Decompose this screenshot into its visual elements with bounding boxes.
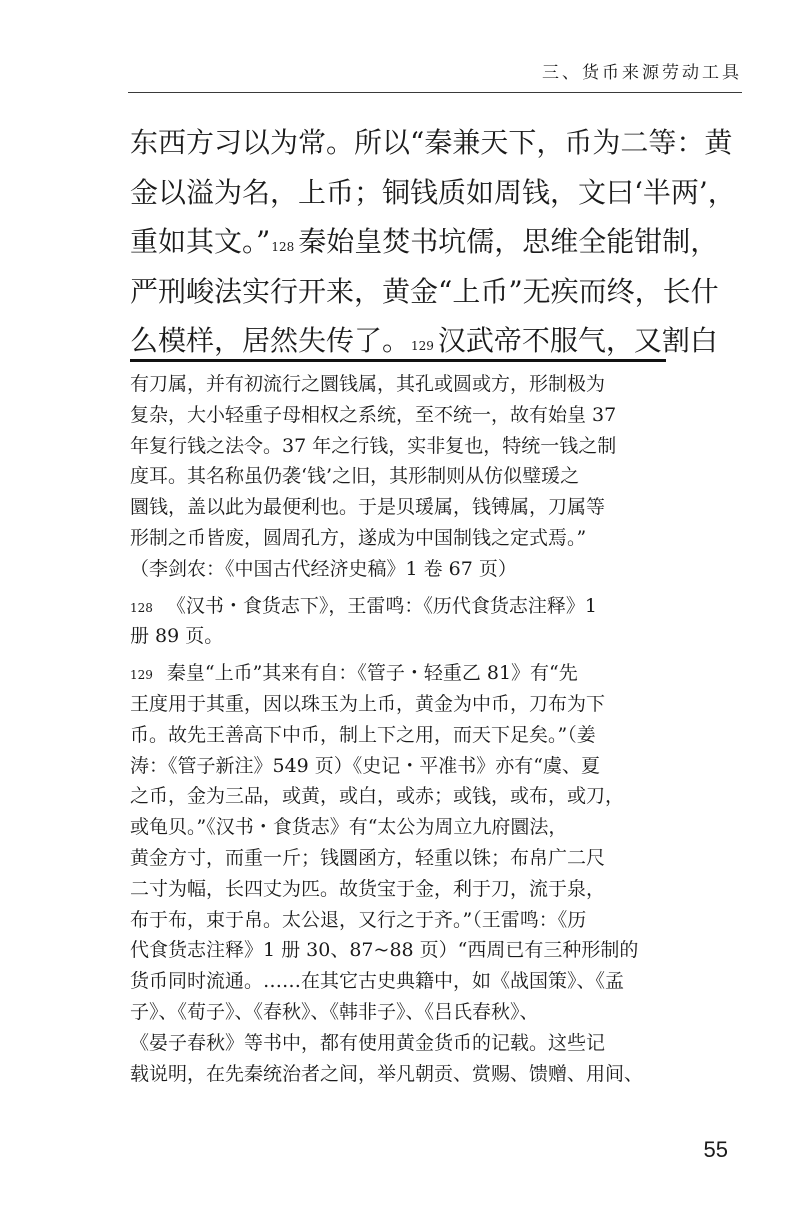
footnote-129 bbox=[130, 658, 698, 1089]
footnote-ref-128[interactable]: 128 bbox=[271, 240, 295, 254]
footnote-number: 128 bbox=[130, 600, 153, 615]
footnote-line: 年复行钱之法令。37 年之行钱，实非复也，特统一钱之制 bbox=[130, 434, 617, 457]
footnote-line: 有刀属，并有初流行之圜钱属，其孔或圆或方，形制极为 bbox=[130, 373, 606, 395]
footnote-line bbox=[130, 591, 698, 622]
main-text-segment: 重如其文。” bbox=[130, 225, 271, 258]
footnote-line: （李剑农：《中国古代经济史稿》1 卷 67 页） bbox=[130, 557, 517, 580]
footnote-line: 形制之币皆废，圆周孔方，遂成为中国制钱之定式焉。” bbox=[130, 526, 587, 549]
page-number: 55 bbox=[703, 1137, 728, 1162]
footnote-text: 秦皇“上币”其来有自：《管子・轻重乙 81》有“先 bbox=[166, 662, 578, 685]
footnote-line: 黄金方寸，而重一斤；钱圜函方，轻重以铢；布帛广二尺 bbox=[130, 846, 606, 869]
footnote-128 bbox=[130, 591, 698, 653]
main-text-segment: 汉武帝不服气，又割白 bbox=[437, 324, 718, 357]
main-paragraph bbox=[130, 118, 736, 366]
footnote-line: 王度用于其重，因以珠玉为上币，黄金为中币，刀布为下 bbox=[130, 692, 606, 715]
footnote-line: 涛：《管子新注》549 页）《史记・平准书》亦有“虞、夏 bbox=[130, 754, 601, 777]
main-text-segment: 么模样，居然失传了。 bbox=[130, 324, 411, 357]
footnote-line: 子》、《荀子》、《春秋》、《韩非子》、《吕氏春秋》、 bbox=[130, 1000, 539, 1023]
footnote-line: 或龟贝。”《汉书・食货志》有“太公为周立九府圜法， bbox=[130, 816, 568, 839]
footnote-line: 度耳。其名称虽仍袭‘钱’之旧，其形制则从仿似璧瑗之 bbox=[130, 465, 580, 488]
footnote-line: 载说明，在先秦统治者之间，举凡朝贡、赏赐、馈赠、用间、 bbox=[130, 1062, 644, 1085]
footnote-line: 二寸为幅，长四丈为匹。故货宝于金，利于刀，流于泉， bbox=[130, 877, 606, 900]
footnote-line: 《晏子春秋》等书中，都有使用黄金货币的记载。这些记 bbox=[130, 1031, 606, 1054]
main-text bbox=[130, 118, 736, 366]
main-line-3 bbox=[130, 217, 719, 267]
footnote-line: 货币同时流通。……在其它古史典籍中，如《战国策》、《孟 bbox=[130, 970, 625, 993]
footnote-line: 册 89 页。 bbox=[130, 625, 224, 648]
footnote-number: 129 bbox=[130, 668, 153, 683]
footnote-line: 布于布，束于帛。太公退，又行之于齐。”（王雷鸣：《历 bbox=[130, 908, 587, 931]
footnote-line: 圜钱，盖以此为最便利也。于是贝瑗属，钱镈属，刀属等 bbox=[130, 496, 606, 519]
main-line-1: 东西方习以为常。所以“秦兼天下，币为二等：黄 bbox=[130, 126, 733, 159]
footnote-rule bbox=[130, 359, 666, 362]
footnote-line: 币。故先王善高下中币，制上下之用，而天下足矣。”（姜 bbox=[130, 723, 596, 746]
header-rule bbox=[128, 92, 742, 93]
footnote-line: 复杂，大小轻重子母相权之系统，至不统一，故有始皇 37 bbox=[130, 403, 617, 426]
running-header: 三、货币来源劳动工具 bbox=[542, 63, 742, 83]
footnote-line: 之币，金为三品，或黄，或白，或赤；或钱，或布，或刀， bbox=[130, 785, 625, 808]
main-line-4: 严刑峻法实行开来，黄金“上币”无疾而终，长什 bbox=[130, 274, 719, 308]
footnote-text: 《汉书・食货志下》，王雷鸣：《历代食货志注释》1 bbox=[166, 594, 597, 617]
footnote-ref-129[interactable]: 129 bbox=[411, 339, 434, 353]
main-text-segment: 秦始皇焚书坑儒，思维全能钳制， bbox=[298, 225, 719, 258]
footnotes bbox=[130, 369, 698, 1089]
footnote-line: 代食货志注释》1 册 30、87~88 页）“西周已有三种形制的 bbox=[130, 939, 639, 962]
footnote-continued bbox=[130, 369, 698, 585]
main-line-2: 金以溢为名，上币；铜钱质如周钱，文曰‘半两’， bbox=[130, 175, 736, 209]
footnote-line bbox=[130, 658, 698, 689]
